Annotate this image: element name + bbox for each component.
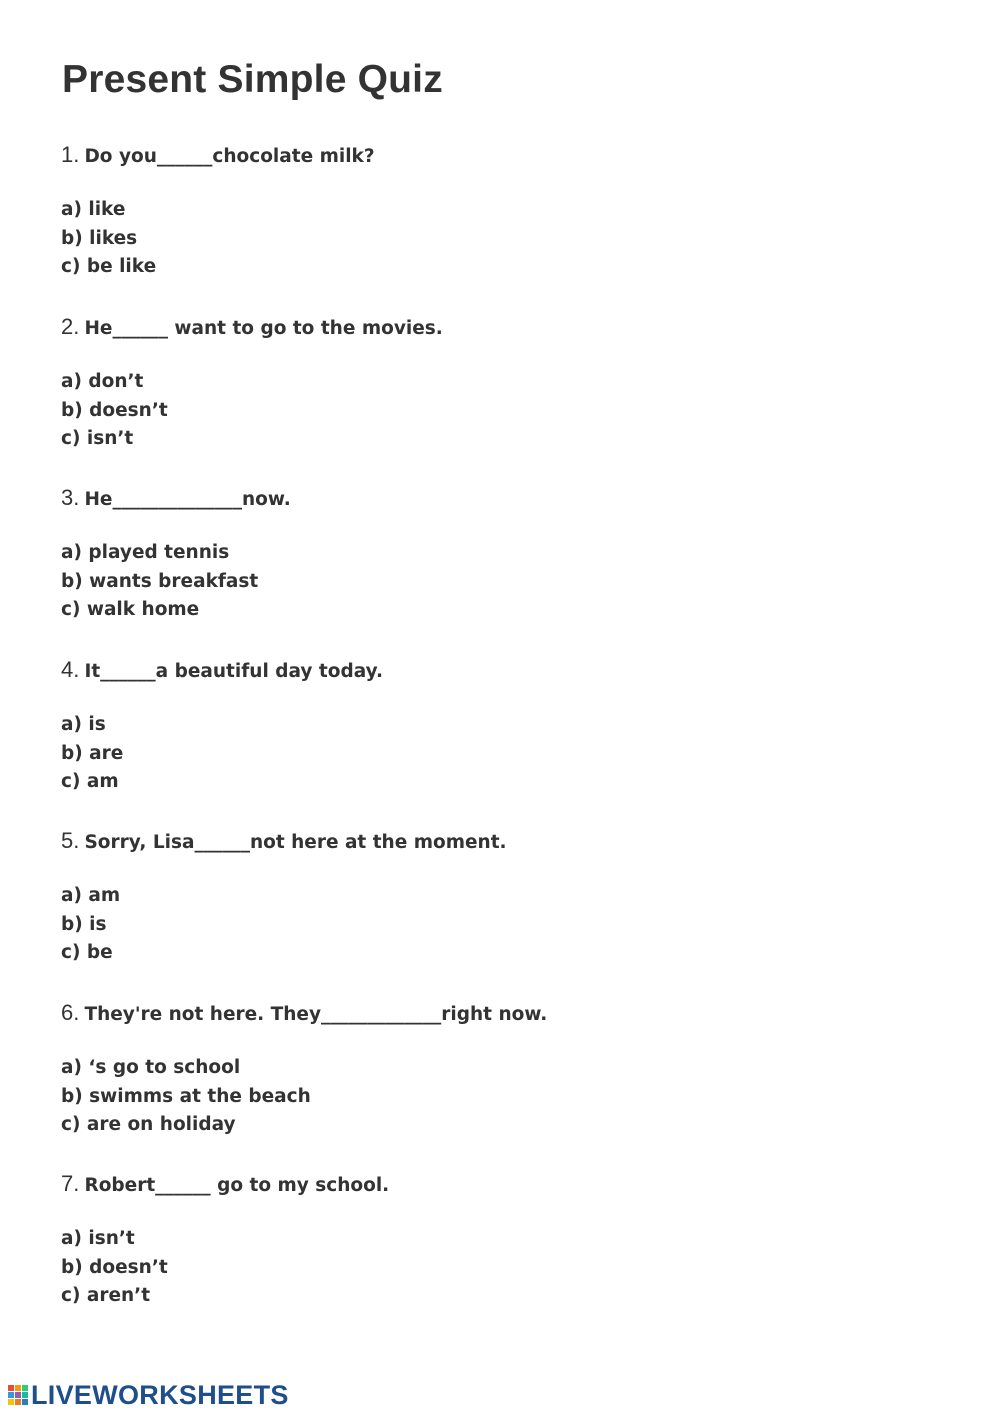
logo-square (15, 1392, 21, 1398)
logo-square (8, 1399, 14, 1405)
question-7 (61, 1171, 389, 1197)
answer-option-c: c) are on holiday (61, 1114, 236, 1135)
answer-option-a: a) isn’t (61, 1228, 135, 1249)
logo-square (22, 1399, 28, 1405)
logo-square (8, 1392, 14, 1398)
answer-option-b: b) are (61, 743, 124, 764)
logo-square (15, 1399, 21, 1405)
answer-option-b: b) doesn’t (61, 1257, 168, 1278)
question-number: 1. (61, 142, 80, 167)
answer-option-a: a) like (61, 199, 126, 220)
answer-option-a: a) don’t (61, 371, 144, 392)
logo-square (15, 1385, 21, 1391)
answer-option-b: b) is (61, 914, 107, 935)
answer-option-b: b) swimms at the beach (61, 1086, 311, 1107)
question-5 (61, 828, 507, 854)
answer-option-c: c) be (61, 942, 113, 963)
logo-square (22, 1392, 28, 1398)
question-4 (61, 657, 383, 683)
question-text: Robert______ go to my school. (84, 1175, 390, 1196)
answer-option-a: a) ‘s go to school (61, 1057, 241, 1078)
question-2 (61, 314, 443, 340)
footer-logo (8, 1381, 289, 1409)
answer-option-b: b) likes (61, 228, 138, 249)
question-number: 4. (61, 657, 80, 682)
question-number: 7. (61, 1171, 80, 1196)
answer-option-c: c) be like (61, 256, 157, 277)
question-number: 2. (61, 314, 80, 339)
answer-option-a: a) am (61, 885, 121, 906)
brand-name: LIVEWORKSHEETS (31, 1379, 289, 1410)
answer-option-b: b) wants breakfast (61, 571, 259, 592)
question-number: 6. (61, 1000, 80, 1025)
logo-square (22, 1385, 28, 1391)
question-number: 5. (61, 828, 80, 853)
answer-option-c: c) walk home (61, 599, 200, 620)
logo-grid-icon (8, 1385, 28, 1405)
answer-option-c: c) am (61, 771, 119, 792)
question-text: He______________now. (84, 489, 291, 510)
answer-option-a: a) played tennis (61, 542, 230, 563)
question-1 (61, 142, 375, 168)
question-text: Sorry, Lisa______not here at the moment. (84, 832, 507, 853)
question-text: He______ want to go to the movies. (84, 318, 443, 339)
question-number: 3. (61, 485, 80, 510)
answer-option-c: c) isn’t (61, 428, 134, 449)
answer-option-b: b) doesn’t (61, 400, 168, 421)
question-text: It______a beautiful day today. (84, 661, 383, 682)
answer-option-c: c) aren’t (61, 1285, 151, 1306)
question-text: Do you______chocolate milk? (84, 146, 375, 167)
answer-option-a: a) is (61, 714, 106, 735)
question-6 (61, 1000, 547, 1026)
logo-square (8, 1385, 14, 1391)
question-3 (61, 485, 291, 511)
question-text: They're not here. They_____________right now. (84, 1004, 548, 1025)
page-title: Present Simple Quiz (62, 58, 443, 101)
